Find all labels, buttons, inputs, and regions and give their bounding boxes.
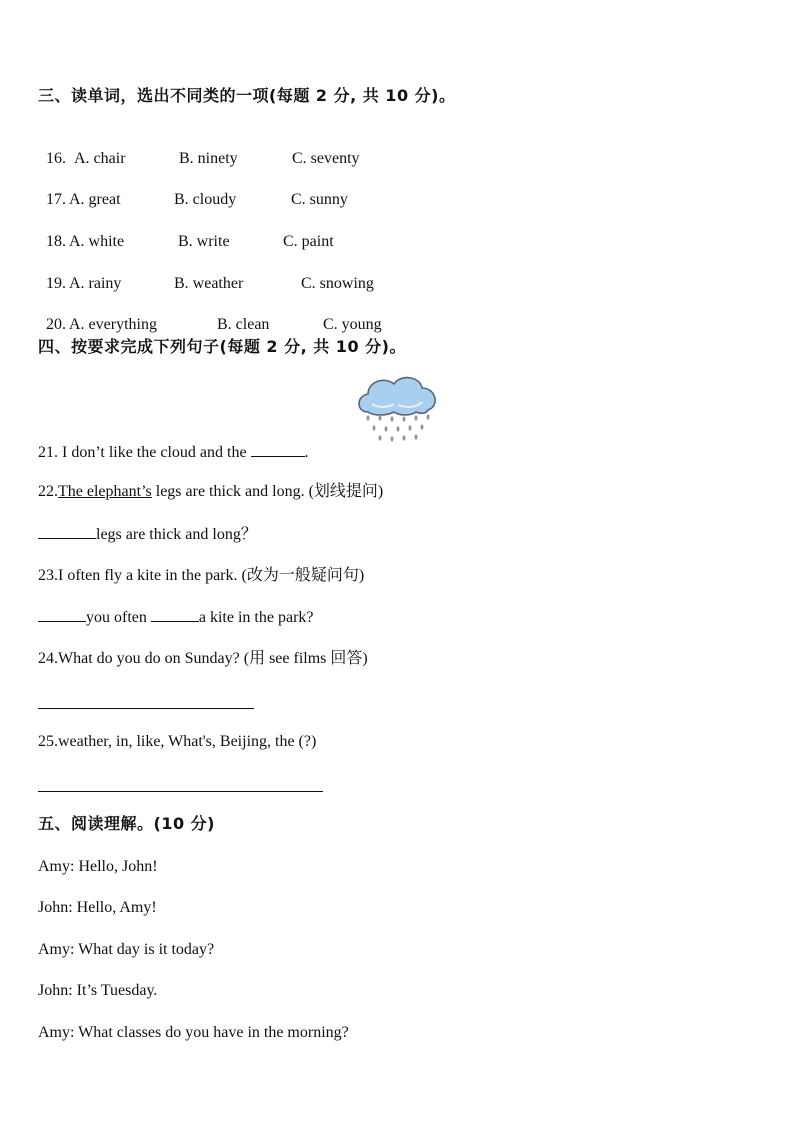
question-18 xyxy=(38,212,334,252)
question-23-answer xyxy=(38,607,314,628)
question-text: I often fly a kite in the park. (改为一般疑问句) xyxy=(58,567,365,584)
question-20 xyxy=(38,295,382,335)
option-a: A. everything xyxy=(69,316,157,333)
answer-line-25[interactable] xyxy=(38,791,323,792)
question-number: 23. xyxy=(38,567,58,584)
question-16 xyxy=(38,129,360,169)
question-19 xyxy=(38,254,374,294)
option-c: C. young xyxy=(323,316,382,333)
section5-heading: 五、阅读理解。(10 分) xyxy=(38,814,215,833)
answer-line-24[interactable] xyxy=(38,708,254,709)
option-a: A. white xyxy=(69,233,125,250)
question-number: 25. xyxy=(38,733,58,750)
option-b: B. ninety xyxy=(179,150,238,167)
option-c: C. paint xyxy=(283,233,334,250)
dialogue-line: Amy: What classes do you have in the morning? xyxy=(38,1024,349,1041)
question-17 xyxy=(38,170,348,210)
question-25 xyxy=(38,732,316,752)
question-number: 21 xyxy=(38,444,54,461)
option-c: C. seventy xyxy=(292,150,360,167)
question-number: 24. xyxy=(38,650,58,667)
question-number: 18. xyxy=(46,233,66,250)
answer-text: legs are thick and long？ xyxy=(96,526,257,543)
question-number: 16. xyxy=(46,150,70,167)
option-a: A. great xyxy=(69,191,121,208)
option-b: B. weather xyxy=(174,275,244,292)
section3-heading: 三、读单词，选出不同类的一项(每题 2 分, 共 10 分)。 xyxy=(38,86,456,105)
question-22 xyxy=(38,482,383,502)
question-23 xyxy=(38,566,364,586)
question-number: 17. xyxy=(46,191,66,208)
dialogue-line: John: Hello, Amy! xyxy=(38,899,157,916)
rain-cloud-icon xyxy=(354,372,440,452)
question-end: . xyxy=(304,444,309,461)
question-text: weather, in, like, What's, Beijing, the (?) xyxy=(58,733,317,750)
option-c: C. sunny xyxy=(291,191,348,208)
question-number: 19. xyxy=(46,275,66,292)
question-text: . I don’t like the cloud and the xyxy=(54,444,251,461)
option-b: B. clean xyxy=(217,316,270,333)
answer-blank[interactable] xyxy=(251,442,305,457)
dialogue-line: John: It’s Tuesday. xyxy=(38,982,158,999)
question-22-answer xyxy=(38,524,257,545)
answer-blank[interactable] xyxy=(38,524,96,539)
dialogue-line: Amy: What day is it today? xyxy=(38,941,215,958)
question-number: 22. xyxy=(38,483,58,500)
question-24 xyxy=(38,649,368,669)
option-b: B. write xyxy=(178,233,230,250)
question-21 xyxy=(38,442,309,463)
section4-heading: 四、按要求完成下列句子(每题 2 分, 共 10 分)。 xyxy=(38,337,406,356)
dialogue-line: Amy: Hello, John! xyxy=(38,858,158,875)
option-c: C. snowing xyxy=(301,275,374,292)
answer-blank[interactable] xyxy=(151,607,199,622)
question-text: What do you do on Sunday? (用 see films 回答) xyxy=(58,650,368,667)
question-text: legs are thick and long. (划线提问) xyxy=(151,483,384,500)
answer-text: a kite in the park? xyxy=(198,609,314,626)
answer-blank[interactable] xyxy=(38,607,86,622)
underlined-phrase: The elephant’s xyxy=(58,483,152,500)
option-a: A. chair xyxy=(74,150,126,167)
question-number: 20. xyxy=(46,316,66,333)
option-a: A. rainy xyxy=(69,275,122,292)
answer-text: you often xyxy=(86,609,151,626)
option-b: B. cloudy xyxy=(174,191,237,208)
